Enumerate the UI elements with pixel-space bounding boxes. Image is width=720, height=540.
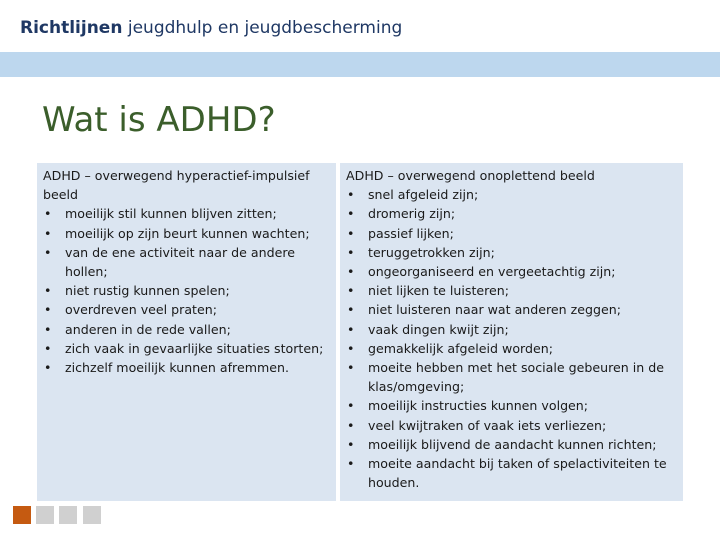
list-item-text: overdreven veel praten;: [65, 302, 217, 318]
bullet-icon: •: [347, 244, 355, 260]
left-column: [37, 163, 336, 501]
list-item-text: moeilijk stil kunnen blijven zitten;: [65, 206, 277, 222]
slide-title: Wat is ADHD?: [42, 100, 276, 140]
list-item: [346, 416, 677, 435]
list-item-text: ongeorganiseerd en vergeetachtig zijn;: [368, 264, 616, 280]
list-item-text: van de ene activiteit naar de andere hollen;: [65, 244, 295, 280]
bullet-icon: •: [44, 360, 52, 376]
bullet-icon: •: [347, 264, 355, 280]
list-item: [43, 204, 330, 223]
list-item: [346, 300, 677, 319]
list-item: [346, 435, 677, 454]
bullet-icon: •: [44, 340, 52, 356]
list-item-text: anderen in de rede vallen;: [65, 321, 231, 337]
left-bullet-list: [43, 204, 330, 377]
bullet-icon: •: [44, 302, 52, 318]
grey-square: [59, 506, 77, 524]
bullet-icon: •: [44, 244, 52, 260]
list-item: [346, 396, 677, 415]
list-item: [43, 300, 330, 319]
list-item: [43, 358, 330, 377]
list-item-text: vaak dingen kwijt zijn;: [368, 321, 509, 337]
bullet-icon: •: [347, 417, 355, 433]
header-title: [20, 18, 402, 38]
bullet-icon: •: [347, 360, 355, 376]
list-item: [43, 281, 330, 300]
list-item-text: niet luisteren naar wat anderen zeggen;: [368, 302, 621, 318]
list-item-text: teruggetrokken zijn;: [368, 244, 495, 260]
list-item-text: passief lijken;: [368, 225, 454, 241]
left-column-heading: ADHD – overwegend hyperactief-impulsief beeld: [43, 168, 310, 203]
list-item-text: veel kwijtraken of vaak iets verliezen;: [368, 417, 607, 433]
list-item: [43, 243, 330, 281]
bullet-icon: •: [347, 225, 355, 241]
grey-square: [83, 506, 101, 524]
list-item-text: moeilijk instructies kunnen volgen;: [368, 398, 589, 414]
right-column: [340, 163, 683, 501]
list-item-text: gemakkelijk afgeleid worden;: [368, 340, 553, 356]
right-column-heading: ADHD – overwegend onoplettend beeld: [346, 168, 595, 183]
bullet-icon: •: [347, 206, 355, 222]
header-title-bold: Richtlijnen: [20, 18, 123, 38]
list-item: [346, 320, 677, 339]
bullet-icon: •: [44, 225, 52, 241]
bullet-icon: •: [44, 321, 52, 337]
list-item: [43, 224, 330, 243]
list-item-text: niet rustig kunnen spelen;: [65, 283, 230, 299]
list-item-text: zichzelf moeilijk kunnen afremmen.: [65, 360, 289, 376]
bullet-icon: •: [347, 456, 355, 472]
bullet-icon: •: [347, 398, 355, 414]
header-title-rest: jeugdhulp en jeugdbescherming: [122, 18, 403, 38]
grey-square: [36, 506, 54, 524]
header-band: [0, 52, 720, 77]
list-item-text: dromerig zijn;: [368, 206, 456, 222]
bullet-icon: •: [347, 340, 355, 356]
list-item-text: niet lijken te luisteren;: [368, 283, 510, 299]
accent-square: [13, 506, 31, 524]
list-item-text: moeilijk blijvend de aandacht kunnen richten;: [368, 436, 657, 452]
list-item-text: zich vaak in gevaarlijke situaties storten;: [65, 340, 324, 356]
list-item: [43, 339, 330, 358]
list-item: [346, 281, 677, 300]
header-bar: [0, 0, 720, 52]
list-item: [346, 454, 677, 492]
right-bullet-list: [346, 185, 677, 492]
list-item: [346, 185, 677, 204]
list-item: [346, 262, 677, 281]
list-item-text: snel afgeleid zijn;: [368, 187, 479, 203]
bullet-icon: •: [347, 187, 355, 203]
bullet-icon: •: [347, 283, 355, 299]
list-item: [346, 339, 677, 358]
list-item: [346, 204, 677, 223]
list-item: [346, 358, 677, 396]
bullet-icon: •: [44, 206, 52, 222]
bullet-icon: •: [347, 436, 355, 452]
bullet-icon: •: [44, 283, 52, 299]
list-item-text: moeite hebben met het sociale gebeuren in de klas/omgeving;: [368, 360, 664, 395]
list-item-text: moeite aandacht bij taken of spelactiviteiten te houden.: [368, 456, 667, 491]
list-item-text: moeilijk op zijn beurt kunnen wachten;: [65, 225, 310, 241]
list-item: [346, 243, 677, 262]
list-item: [43, 320, 330, 339]
bullet-icon: •: [347, 302, 355, 318]
bullet-icon: •: [347, 321, 355, 337]
list-item: [346, 224, 677, 243]
